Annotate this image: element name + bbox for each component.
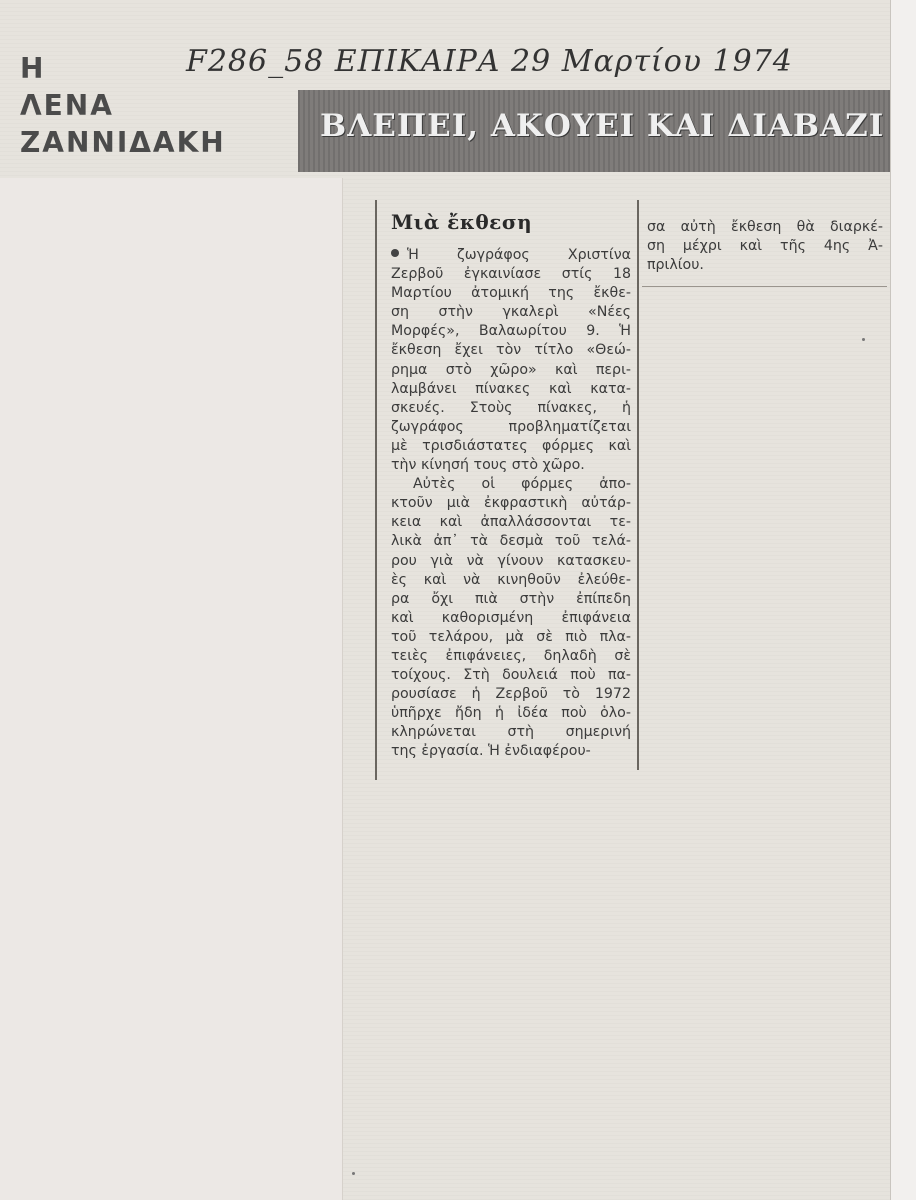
text-line: τὴν κίνησή τους στὸ χῶρο. (391, 457, 585, 474)
text-line: τειὲς ἐπιφάνειες, δηλαδὴ σὲ (391, 647, 631, 664)
column-banner (298, 90, 890, 172)
article-body-right (647, 218, 883, 275)
text-line: Μορφές», Βαλαωρίτου 9. Ἡ (391, 323, 631, 340)
text-line: σα αὐτὴ ἔκθεση θὰ διαρκέ- (647, 219, 883, 235)
article-headline: Μιὰ ἔκθεση (391, 210, 533, 234)
column-rule-left (375, 200, 377, 780)
paper-speck (862, 338, 865, 341)
handwritten-annotation: F286_58 ΕΠΙΚΑΙΡΑ 29 Μαρτίου 1974 (186, 44, 793, 79)
byline-line: Η (20, 52, 46, 85)
bullet-icon (391, 249, 399, 257)
text-line: πριλίου. (647, 257, 704, 274)
paper-speck (352, 1172, 355, 1175)
text-line: Ζερβοῦ ἐγκαινίασε στίς 18 (391, 266, 631, 283)
byline-line: ΖΑΝΝΙΔΑΚΗ (20, 126, 226, 159)
text-line: καὶ καθορισμένη ἐπιφάνεια (391, 609, 631, 626)
text-line: Ἡ ζωγράφος Χριστίνα (391, 246, 631, 265)
text-line: τοῦ τελάρου, μὰ σὲ πιὸ πλα- (391, 628, 631, 645)
text-line: ζωγράφος προβληματίζεται (391, 418, 631, 435)
text-line: ρου γιὰ νὰ γίνουν κατασκευ- (391, 552, 631, 569)
article-column-right (647, 218, 883, 275)
text-line: ἔκθεση ἔχει τὸν τίτλο «Θεώ- (391, 342, 631, 359)
text-line: κτοῦν μιὰ ἐκφραστικὴ αὐτάρ- (391, 495, 631, 512)
text-line: ρα ὄχι πιὰ στὴν ἐπίπεδη (391, 590, 631, 607)
text-line: τοίχους. Στὴ δουλειά ποὺ πα- (391, 667, 631, 684)
text-line: Μαρτίου ἀτομική της ἔκθε- (391, 285, 631, 302)
paper-edge (890, 0, 916, 1200)
text-line: ὲς καὶ νὰ κινηθοῦν ἐλεύθε- (391, 571, 631, 588)
text-line: κληρώνεται στὴ σημερινή (391, 724, 631, 741)
text-line: μὲ τρισδιάστατες φόρμες καὶ (391, 437, 631, 454)
text-line: ση μέχρι καὶ τῆς 4ης Ἀ- (647, 238, 883, 255)
text-line: λικὰ ἀπ᾽ τὰ δεσμὰ τοῦ τελά- (391, 533, 631, 550)
banner-title: ΒΛΕΠΕΙ, ΑΚΟΥΕΙ ΚΑΙ ΔΙΑΒΑΖΙ (320, 108, 885, 144)
text-line: ση στὴν γκαλερὶ «Νέες (391, 304, 631, 321)
text-line: ρουσίασε ἡ Ζερβοῦ τὸ 1972 (391, 686, 631, 703)
text-line: της ἐργασία. Ἡ ἐνδιαφέρου- (391, 743, 591, 760)
text-line: Αὐτὲς οἱ φόρμες ἀπο- (413, 476, 631, 493)
article-column-left (391, 210, 631, 762)
text-line: σκευές. Στοὺς πίνακες, ἡ (391, 399, 631, 416)
article-body-left (391, 246, 631, 762)
text-line: κεια καὶ ἀπαλλάσσονται τε- (391, 514, 631, 531)
text-line: ρημα στὸ χῶρο» καὶ περι- (391, 361, 631, 378)
column-rule-bottom (642, 286, 887, 287)
blank-paper-area (0, 178, 342, 1200)
text-line: ὑπῆρχε ἤδη ἡ ἰδέα ποὺ ὁλο- (391, 705, 631, 722)
text-line: λαμβάνει πίνακες καὶ κατα- (391, 380, 631, 397)
byline-line: ΛΕΝΑ (20, 89, 114, 122)
column-rule-middle (637, 200, 639, 770)
